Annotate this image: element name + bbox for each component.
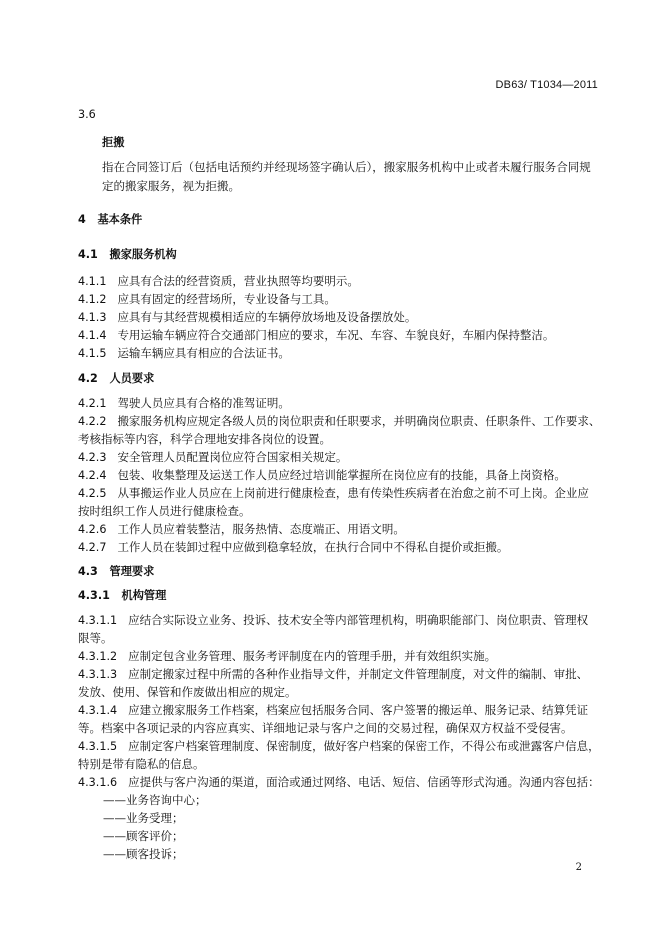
clause-4-3-1-3-continuation: 发放、使用、保管和作废做出相应的规定。 — [78, 685, 297, 699]
clause-text: 应具有与其经营规模相适应的车辆停放场地及设备摆放处。 — [117, 310, 417, 324]
clause-text: 应具有固定的经营场所，专业设备与工具。 — [117, 292, 336, 306]
section-4-3-number: 4.3 — [78, 565, 98, 578]
section-4-3-1-number: 4.3.1 — [78, 589, 110, 602]
clause-4-1-3 — [78, 309, 416, 325]
clause-number: 4.3.1.6 — [78, 776, 118, 789]
list-item: ——业务咨询中心； — [103, 793, 207, 807]
section-3-6-number: 3.6 — [78, 108, 96, 121]
clause-4-3-1-1 — [78, 612, 588, 628]
section-4-heading — [78, 211, 142, 227]
clause-4-3-1-1-continuation: 限等。 — [78, 631, 113, 645]
clause-4-1-2 — [78, 291, 336, 307]
standard-code-header: DB63/ T1034—2011 — [495, 79, 598, 91]
clause-text: 包装、收集整理及运送工作人员应经过培训能掌握所在岗位应有的技能，具备上岗资格。 — [117, 468, 566, 482]
clause-4-3-1-4 — [78, 702, 588, 718]
section-4-2-number: 4.2 — [78, 372, 98, 385]
clause-4-3-1-3 — [78, 666, 588, 682]
list-item: ——顾客投诉； — [103, 847, 184, 861]
section-3-6-term: 拒搬 — [102, 136, 125, 149]
clause-text: 运输车辆应具有相应的合法证书。 — [117, 346, 290, 360]
section-4-title: 基本条件 — [97, 213, 143, 226]
clause-4-3-1-5 — [78, 738, 600, 754]
clause-text: 从事搬运作业人员应在上岗前进行健康检查，患有传染性疾病者在治愈之前不可上岗。企业应 — [117, 486, 589, 500]
clause-text: 应具有合法的经营资质，营业执照等均要明示。 — [117, 274, 359, 288]
clause-4-1-4 — [78, 327, 554, 343]
clause-number: 4.2.1 — [78, 397, 107, 410]
clause-4-2-6 — [78, 521, 405, 537]
list-item: ——业务受理； — [103, 811, 184, 825]
clause-text: 应结合实际设立业务、投诉、技术安全等内部管理机构，明确职能部门、岗位职责、管理权 — [128, 613, 589, 627]
clause-number: 4.2.7 — [78, 541, 107, 554]
clause-4-2-7 — [78, 539, 508, 555]
clause-4-1-1 — [78, 273, 359, 289]
page-number: 2 — [575, 862, 582, 873]
clause-number: 4.2.6 — [78, 523, 107, 536]
clause-4-2-4 — [78, 467, 566, 483]
clause-number: 4.1.4 — [78, 329, 107, 342]
clause-text: 安全管理人员配置岗位应符合国家相关规定。 — [117, 450, 348, 464]
section-4-3-1-title: 机构管理 — [121, 589, 167, 602]
section-3-6-definition-line2: 定的搬家服务，视为拒搬。 — [102, 179, 240, 193]
clause-4-2-5-continuation: 按时组织工作人员进行健康检查。 — [78, 504, 251, 518]
clause-number: 4.2.4 — [78, 469, 107, 482]
list-item: ——顾客评价； — [103, 829, 184, 843]
section-3-6-definition-line1: 指在合同签订后（包括电话预约并经现场签字确认后），搬家服务机构中止或者未履行服务合同规 — [102, 160, 591, 174]
clause-text: 驾驶人员应具有合格的准驾证明。 — [117, 396, 290, 410]
clause-number: 4.3.1.1 — [78, 614, 118, 627]
clause-number: 4.1.1 — [78, 275, 107, 288]
clause-number: 4.2.5 — [78, 487, 107, 500]
section-4-3-title: 管理要求 — [109, 565, 155, 578]
section-4-2-heading — [78, 370, 154, 386]
clause-text: 应提供与客户沟通的渠道，面洽或通过网络、电话、短信、信函等形式沟通。沟通内容包括： — [128, 775, 600, 789]
clause-number: 4.1.2 — [78, 293, 107, 306]
clause-number: 4.3.1.3 — [78, 668, 118, 681]
clause-text: 专用运输车辆应符合交通部门相应的要求，车况、车容、车貌良好，车厢内保持整洁。 — [117, 328, 555, 342]
clause-4-2-5 — [78, 485, 589, 501]
clause-4-2-2-continuation: 考核指标等内容，科学合理地安排各岗位的设置。 — [78, 432, 331, 446]
clause-number: 4.1.5 — [78, 347, 107, 360]
section-4-3-1-heading — [78, 587, 166, 603]
section-4-2-title: 人员要求 — [109, 372, 155, 385]
clause-4-2-2 — [78, 413, 600, 429]
clause-text: 应制定搬家过程中所需的各种作业指导文件，并制定文件管理制度，对文件的编制、审批、 — [128, 667, 589, 681]
clause-text: 应建立搬家服务工作档案，档案应包括服务合同、客户签署的搬运单、服务记录、结算凭证 — [128, 703, 589, 717]
section-4-1-heading — [78, 246, 177, 262]
clause-text: 应制定客户档案管理制度、保密制度，做好客户档案的保密工作，不得公布或泄露客户信息， — [128, 739, 600, 753]
clause-number: 4.3.1.4 — [78, 704, 118, 717]
clause-text: 工作人员在装卸过程中应做到稳拿轻放，在执行合同中不得私自提价或拒搬。 — [117, 540, 509, 554]
clause-4-3-1-4-continuation: 等。档案中各项记录的内容应真实、详细地记录与客户之间的交易过程，确保双方权益不受侵害。 — [78, 721, 573, 735]
clause-number: 4.2.2 — [78, 415, 107, 428]
clause-4-2-1 — [78, 395, 290, 411]
section-4-1-number: 4.1 — [78, 248, 98, 261]
section-4-3-heading — [78, 563, 154, 579]
clause-number: 4.3.1.5 — [78, 740, 118, 753]
clause-number: 4.2.3 — [78, 451, 107, 464]
clause-4-3-1-6 — [78, 774, 600, 790]
clause-4-2-3 — [78, 449, 347, 465]
section-4-number: 4 — [78, 213, 86, 226]
clause-number: 4.1.3 — [78, 311, 107, 324]
clause-text: 工作人员应着装整洁，服务热情、态度端正、用语文明。 — [117, 522, 405, 536]
clause-number: 4.3.1.2 — [78, 650, 118, 663]
clause-text: 搬家服务机构应规定各级人员的岗位职责和任职要求，并明确岗位职责、任职条件、工作要求、 — [117, 414, 601, 428]
clause-text: 应制定包含业务管理、服务考评制度在内的管理手册，并有效组织实施。 — [128, 649, 497, 663]
section-4-1-title: 搬家服务机构 — [109, 248, 177, 261]
clause-4-3-1-2 — [78, 648, 496, 664]
clause-4-3-1-5-continuation: 特别是带有隐私的信息。 — [78, 757, 205, 771]
clause-4-1-5 — [78, 345, 290, 361]
